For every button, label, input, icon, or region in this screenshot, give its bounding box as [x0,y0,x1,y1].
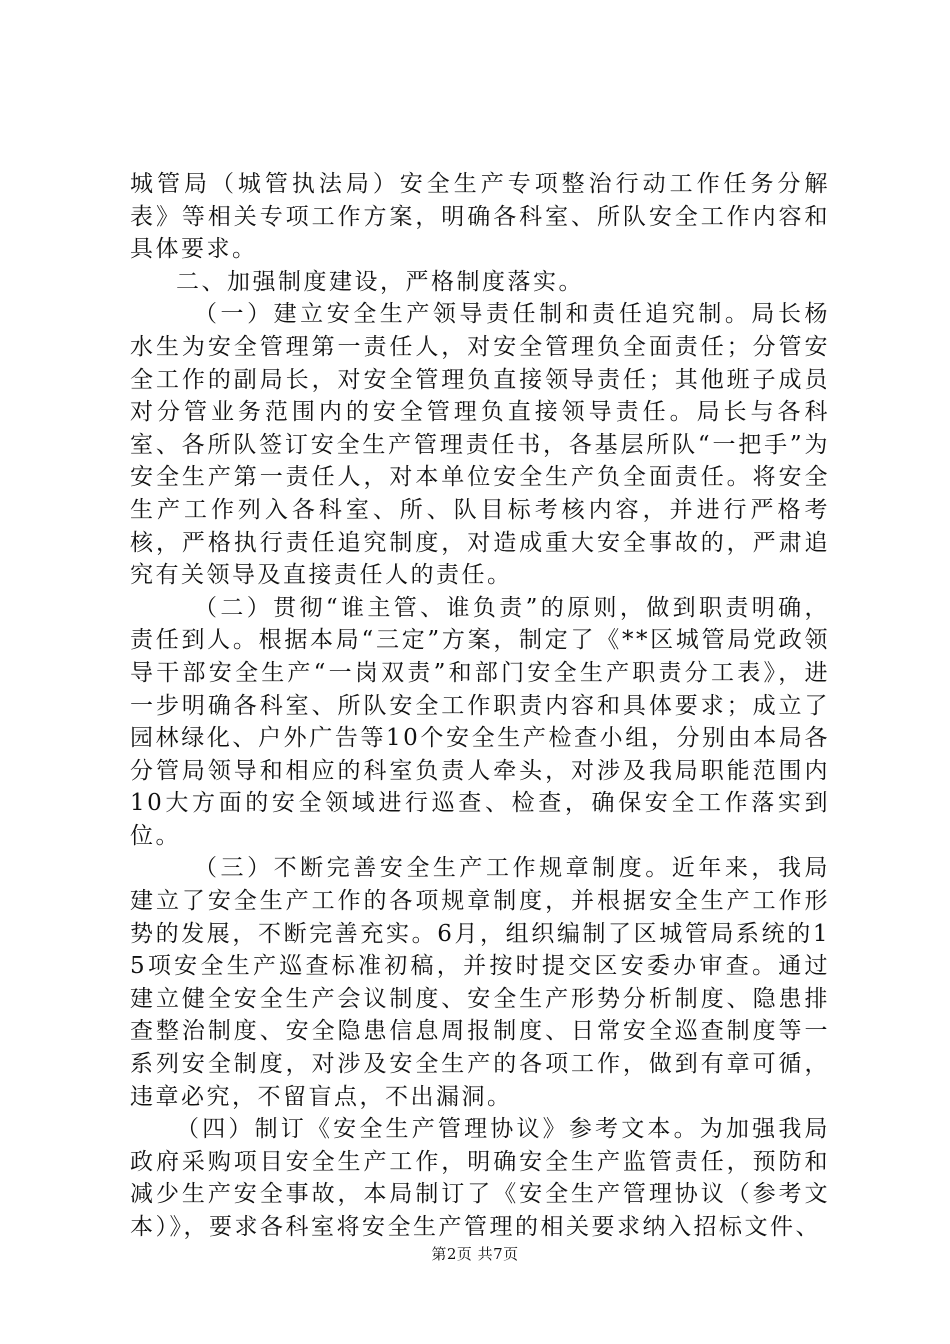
paragraph-item-3: （三）不断完善安全生产工作规章制度。近年来，我局建立了安全生产工作的各项规章制度，并根据安全生产工作形势的发展，不断完善充实。6月，组织编制了区城管局系统的15项安全生产巡查标准初稿，并按时提交区安委办审查。通过建立健全安全生产会议制度、安全生产形势分析制度、隐患排查整治制度、安全隐患信息周报制度、日常安全巡查制度等一系列安全制度，对涉及安全生产的各项工作，做到有章可循，违章必究，不留盲点，不出漏洞。 [130,855,830,1110]
paragraph-item-1: （一）建立安全生产领导责任制和责任追究制。局长杨水生为安全管理第一责任人，对安全管理负全面责任；分管安全工作的副局长，对安全管理负直接领导责任；其他班子成员对分管业务范围内的安全管理负直接领导责任。局长与各科室、各所队签订安全生产管理责任书，各基层所队“一把手”为安全生产第一责任人，对本单位安全生产负全面责任。将安全生产工作列入各科室、所、队目标考核内容，并进行严格考核，严格执行责任追究制度，对造成重大安全事故的，严肃追究有关领导及直接责任人的责任。 [130,301,830,589]
page-number: 第2页 共7页 [431,1245,519,1263]
paragraph-item-4: （四）制订《安全生产管理协议》参考文本。为加强我局政府采购项目安全生产工作，明确安全生产监管责任，预防和减少生产安全事故，本局制订了《安全生产管理协议（参考文本）》，要求各科室将安全生产管理的相关要求纳入招标文件、 [130,1116,830,1240]
document-body [130,168,830,1240]
paragraph-continuation: 城管局（城管执法局）安全生产专项整治行动工作任务分解表》等相关专项工作方案，明确各科室、所队安全工作内容和具体要求。 [130,171,830,263]
paragraph-item-2: （二）贯彻“谁主管、谁负责”的原则，做到职责明确，责任到人。根据本局“三定”方案，制定了《**区城管局党政领导干部安全生产“一岗双责”和部门安全生产职责分工表》，进一步明确各科室、所队安全工作职责内容和具体要求；成立了园林绿化、户外广告等10个安全生产检查小组，分别由本局各分管局领导和相应的科室负责人牵头，对涉及我局职能范围内10大方面的安全领域进行巡查、检查，确保安全工作落实到位。 [130,594,830,849]
section-heading: 二、加强制度建设，严格制度落实。 [176,268,584,295]
